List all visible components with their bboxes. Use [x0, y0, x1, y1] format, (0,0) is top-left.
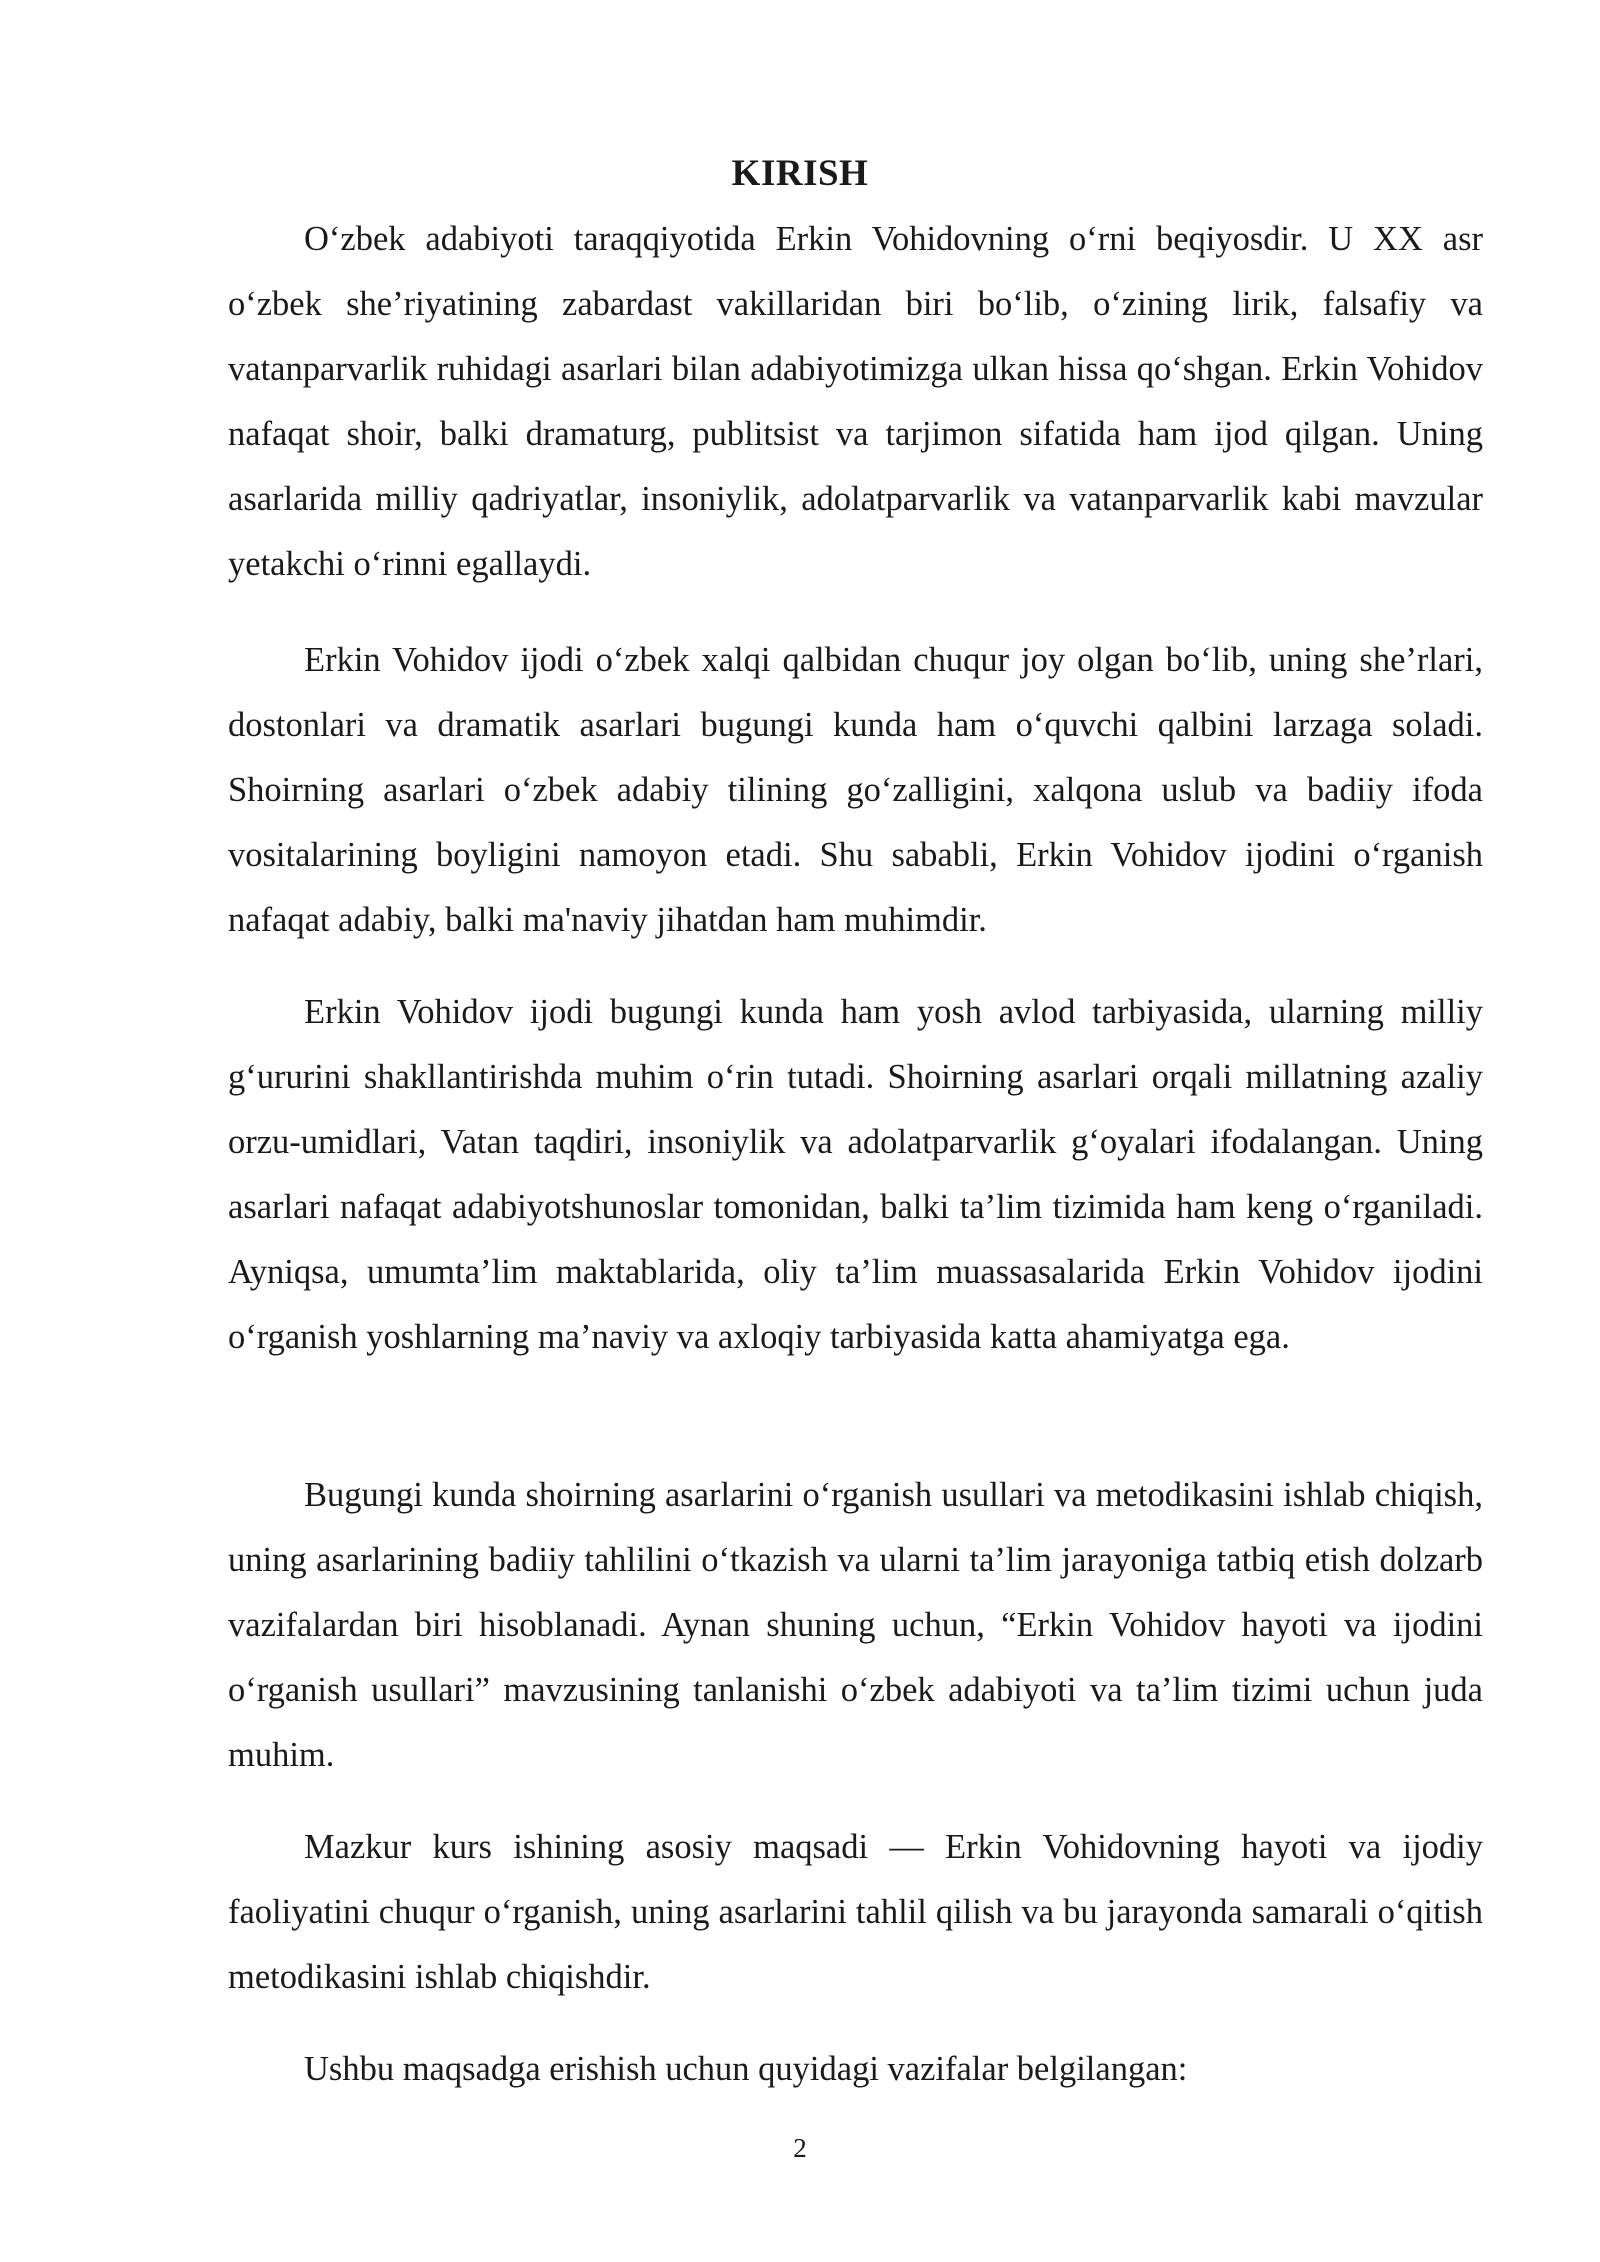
paragraph-3-block [228, 980, 1483, 1370]
paragraph-6-block [228, 2037, 1483, 2102]
paragraph: Erkin Vohidov ijodi o‘zbek xalqi qalbidan chuqur joy olgan bo‘lib, uning she’rlari, dostonlari va dramatik asarlari bugungi kunda ham o‘quvchi qalbini larzaga soladi. Shoirning asarlari o‘zbek adabiy tilining go‘zalligini, xalqona uslub va badiiy ifoda vositalarining boyligini namoyon etadi. Shu sababli, Erkin Vohidov ijodini o‘rganish nafaqat adabiy, balki ma'naviy jihatdan ham muhimdir. [228, 641, 1483, 939]
paragraph: O‘zbek adabiyoti taraqqiyotida Erkin Vohidovning o‘rni beqiyosdir. U XX asr o‘zbek she’riyatining zabardast vakillaridan biri bo‘lib, o‘zining lirik, falsafiy va vatanparvarlik ruhidagi asarlari bilan adabiyotimizga ulkan hissa qo‘shgan. Erkin Vohidov nafaqat shoir, balki dramaturg, publitsist va tarjimon sifatida ham ijod qilgan. Uning asarlarida milliy qadriyatlar, insoniylik, adolatparvarlik va vatanparvarlik kabi mavzular yetakchi o‘rinni egallaydi. [228, 220, 1483, 583]
section-heading: KIRISH [731, 153, 869, 194]
paragraph-4-block [228, 1463, 1483, 1788]
paragraph-2-block [228, 628, 1483, 953]
paragraph-5-block [228, 1815, 1483, 2010]
paragraph: Erkin Vohidov ijodi bugungi kunda ham yosh avlod tarbiyasida, ularning milliy g‘ururini shakllantirishda muhim o‘rin tutadi. Shoirning asarlari orqali millatning azaliy orzu-umidlari, Vatan taqdiri, insoniylik va adolatparvarlik g‘oyalari ifodalangan. Uning asarlari nafaqat adabiyotshunoslar tomonidan, balki ta’lim tizimida ham keng o‘rganiladi. Ayniqsa, umumta’lim maktablarida, oliy ta’lim muassasalarida Erkin Vohidov ijodini o‘rganish yoshlarning ma’naviy va axloqiy tarbiyasida katta ahamiyatga ega. [228, 993, 1483, 1356]
paragraph: Ushbu maqsadga erishish uchun quyidagi vazifalar belgilangan: [304, 2050, 1188, 2088]
page-number: 2 [793, 2133, 807, 2163]
paragraph: Mazkur kurs ishining asosiy maqsadi — Erkin Vohidovning hayoti va ijodiy faoliyatini chuqur o‘rganish, uning asarlarini tahlil qilish va bu jarayonda samarali o‘qitish metodikasini ishlab chiqishdir. [228, 1828, 1483, 1996]
paragraph-1-block [228, 207, 1483, 597]
paragraph: Bugungi kunda shoirning asarlarini o‘rganish usullari va metodikasini ishlab chiqish, uning asarlarining badiiy tahlilini o‘tkazish va ularni ta’lim jarayoniga tatbiq etish dolzarb vazifalardan biri hisoblanadi. Aynan shuning uchun, “Erkin Vohidov hayoti va ijodini o‘rganish usullari” mavzusining tanlanishi o‘zbek adabiyoti va ta’lim tizimi uchun juda muhim. [228, 1476, 1483, 1774]
